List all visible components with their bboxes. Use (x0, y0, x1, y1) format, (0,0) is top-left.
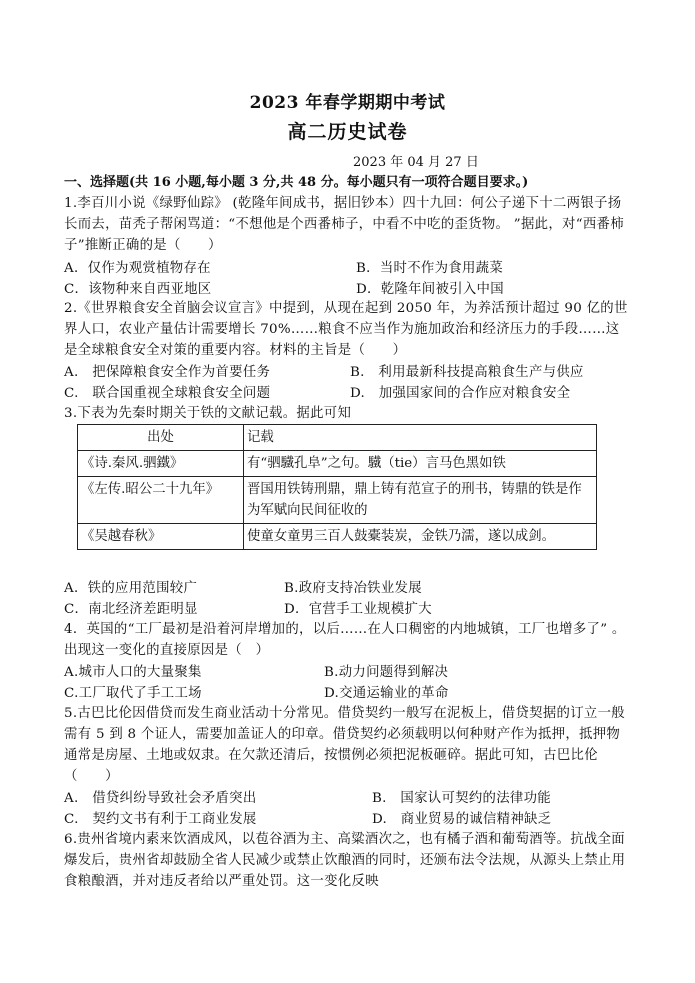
section-heading: 一、选择题(共 16 小题,每小题 3 分,共 48 分。每小题只有一项符合题目要求。) (64, 175, 529, 190)
table-cell-record: 使童女童男三百人鼓橐装炭，金铁乃濡，遂以成剑。 (244, 524, 597, 550)
table-header-row (78, 425, 597, 451)
table-cell-source: 《诗.秦风.驷鐵》 (78, 451, 244, 477)
table-header-record: 记载 (244, 425, 597, 451)
exam-date: 2023 年 04 月 27 日 (353, 155, 479, 170)
question-1-option-c: C．该物种来自西亚地区 (64, 282, 212, 297)
question-3-option-d: D．官营手工业规模扩大 (284, 602, 432, 617)
question-6-stem: 6.贵州省境内素来饮酒成风，以苞谷酒为主、高粱酒次之，也有橘子酒和葡萄酒等。抗战全面爆发后，贵州省却鼓励全省人民减少或禁止饮酿酒的同时，还颁布法令法规，从源头上禁止用食粮酿酒，并对违反者给以严重处罚。这一变化反映 (64, 832, 626, 889)
records-table (77, 424, 597, 550)
table-row (78, 451, 597, 477)
question-2-option-d: D. 加强国家间的合作应对粮食安全 (350, 386, 571, 401)
table-header-source: 出处 (78, 425, 244, 451)
question-4-option-d: D.交通运输业的革命 (324, 686, 449, 701)
question-4-stem: 4．英国的“工厂最初是沿着河岸增加的，以后……在人口稠密的内地城镇，工厂也增多了” 。出现这一变化的直接原因是（ ） (64, 622, 626, 658)
exam-title: 2023 年春学期期中考试 (249, 93, 446, 113)
question-1-option-d: D．乾隆年间被引入中国 (356, 282, 504, 297)
question-4-option-a: A.城市人口的大量聚集 (64, 665, 202, 680)
question-5-option-c: C. 契约文书有利于工商业发展 (64, 812, 257, 827)
exam-subtitle: 高二历史试卷 (287, 121, 408, 143)
table-cell-source: 《吴越春秋》 (78, 524, 244, 550)
question-2-option-a: A. 把保障粮食安全作为首要任务 (64, 365, 271, 380)
question-5-option-d: D. 商业贸易的诚信精神缺乏 (372, 812, 552, 827)
question-1-stem: 1.李百川小说《绿野仙踪》 (乾隆年间成书，据旧钞本）四十九回：何公子递下十二两银子扬长而去，苗秃子帮闲骂道：“不想他是个西番柿子，中看不中吃的歪货物。 ”据此，对“西番柿子”推断正确的是（ ） (64, 196, 624, 253)
table-row (78, 524, 597, 550)
question-5-stem: 5.古巴比伦因借贷而发生商业活动十分常见。借贷契约一般写在泥板上，借贷契据的订立一般需有 5 到 8 个证人，需要加盖证人的印章。借贷契约必须载明以何种财产作为抵押，抵押物通常是房屋、土地或奴隶。在欠款还清后，按惯例必须把泥板砸碎。据此可知，古巴比伦（ ） (64, 706, 625, 784)
question-2-stem: 2.《世界粮食安全首脑会议宣言》中提到，从现在起到 2050 年，为养活预计超过 90 亿的世界人口，农业产量估计需要增长 70%……粮食不应当作为施加政治和经济压力的手段……这是全球粮食安全对策的重要内容。材料的主旨是（ ） (64, 301, 628, 358)
question-4-option-b: B.动力问题得到解决 (324, 665, 449, 680)
question-5-option-a: A. 借贷纠纷导致社会矛盾突出 (64, 791, 257, 806)
question-1-option-a: A．仅作为观赏植物存在 (64, 261, 211, 276)
table-row (78, 477, 597, 524)
question-5-option-b: B. 国家认可契约的法律功能 (372, 791, 551, 806)
question-2-option-c: C. 联合国重视全球粮食安全问题 (64, 386, 271, 401)
question-1-option-b: B．当时不作为食用蔬菜 (356, 261, 504, 276)
table-cell-record: 有“驷驖孔阜”之句。驖（tie）言马色黑如铁 (244, 451, 597, 477)
question-3-option-b: B.政府支持冶铁业发展 (284, 581, 422, 596)
question-3-option-a: A．铁的应用范围较广 (64, 581, 198, 596)
question-2-option-b: B. 利用最新科技提高粮食生产与供应 (350, 365, 584, 380)
table-cell-record: 晋国用铁铸刑鼎，鼎上铸有范宣子的刑书，铸鼎的铁是作为军赋向民间征收的 (244, 477, 597, 524)
question-4-option-c: C.工厂取代了手工工场 (64, 686, 202, 701)
table-cell-source: 《左传.昭公二十九年》 (78, 477, 244, 524)
question-3-option-c: C．南北经济差距明显 (64, 602, 198, 617)
question-3-stem: 3.下表为先秦时期关于铁的文献记载。据此可知 (64, 406, 352, 421)
